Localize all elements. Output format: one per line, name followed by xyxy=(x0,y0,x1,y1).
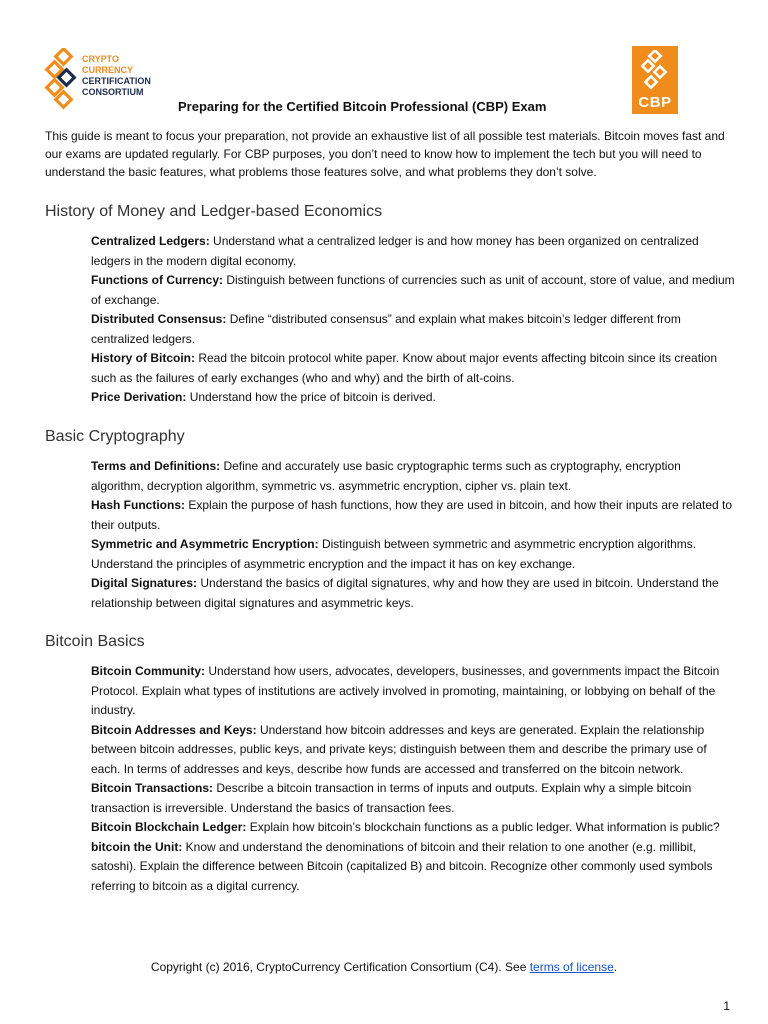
list-item xyxy=(91,271,736,310)
cbp-diamond-icon xyxy=(639,50,671,90)
list-item xyxy=(91,721,736,780)
list-item xyxy=(91,232,736,271)
section-cryptography xyxy=(45,427,735,613)
item-term: Terms and Definitions: xyxy=(91,459,221,473)
c4-diamond-icon xyxy=(44,48,80,112)
intro-paragraph: This guide is meant to focus your preparation, not provide an exhaustive list of all possible test materials. Bitcoin moves fast and our exams are updated regularly. For CBP purposes, you don’t need to know how to implement the tech but you will need to understand the basic features, what problems those features solve, and what problems they don’t solve. xyxy=(45,129,725,179)
list-item xyxy=(91,818,736,838)
item-term: Hash Functions: xyxy=(91,498,186,512)
item-text: Distinguish between symmetric and asymmetric encryption algorithms. Understand the principles of asymmetric encryption and the impact it has on key exchange. xyxy=(91,537,697,571)
copyright-period: . xyxy=(613,960,618,974)
page-number: 1 xyxy=(723,999,730,1013)
logo-line-2: CURRENCY xyxy=(82,65,134,75)
terms-of-license-link[interactable]: terms of license xyxy=(529,960,614,974)
item-term: Price Derivation: xyxy=(91,390,187,404)
cbp-badge xyxy=(632,46,678,114)
list-item xyxy=(91,662,736,721)
section-heading: Basic Cryptography xyxy=(45,428,185,445)
item-term: bitcoin the Unit: xyxy=(91,839,183,854)
logo-line-3: CERTIFICATION xyxy=(82,76,151,86)
list-item xyxy=(91,310,736,349)
list-item xyxy=(91,535,736,574)
copyright-footer xyxy=(0,960,768,974)
item-text: Define “distributed consensus” and explain what makes bitcoin’s ledger different from centralized ledgers. xyxy=(91,312,681,346)
item-term: Bitcoin Blockchain Ledger: xyxy=(91,820,247,834)
list-item xyxy=(91,574,736,613)
item-term: Symmetric and Asymmetric Encryption: xyxy=(91,537,319,551)
item-text: Read the bitcoin protocol white paper. Know about major events affecting bitcoin since its creation such as the failures of early exchanges (who and why) and the birth of alt-coins. xyxy=(91,351,718,385)
item-text: Understand how the price of bitcoin is derived. xyxy=(186,390,436,404)
list-item xyxy=(91,838,736,897)
item-term: Bitcoin Community: xyxy=(91,664,205,678)
logo-line-1: CRYPTO xyxy=(82,54,120,64)
list-item xyxy=(91,457,736,496)
copyright-text: Copyright (c) 2016, CryptoCurrency Certification Consortium (C4). See xyxy=(150,960,530,974)
item-term: Centralized Ledgers: xyxy=(91,234,210,248)
item-term: Distributed Consensus: xyxy=(91,312,227,326)
logo-line-4: CONSORTIUM xyxy=(82,87,144,97)
item-term: Functions of Currency: xyxy=(91,273,224,287)
cbp-badge-label: CBP xyxy=(638,94,672,111)
item-text: Understand the basics of digital signatures, why and how they are used in bitcoin. Understand the relationship between digital signatures and asymmetric keys. xyxy=(91,576,719,610)
item-text: Define and accurately use basic cryptographic terms such as cryptography, encryption algorithm, decryption algorithm, symmetric vs. asymmetric encryption, cipher vs. plain text. xyxy=(91,459,681,493)
list-item xyxy=(91,779,736,818)
list-item xyxy=(91,349,736,388)
document-title: Preparing for the Certified Bitcoin Professional (CBP) Exam xyxy=(178,99,547,114)
section-heading: History of Money and Ledger-based Economics xyxy=(45,203,383,220)
item-text: Understand how bitcoin addresses and keys are generated. Explain the relationship between bitcoin addresses, public keys, and private keys; distinguish between them and describe the primary use of each. In terms of addresses and keys, describe how funds are accessed and transferred on the bitcoin network. xyxy=(91,722,707,776)
item-text: Understand what a centralized ledger is and how money has been organized on centralized ledgers in the modern digital economy. xyxy=(91,234,699,268)
list-item xyxy=(91,388,736,408)
item-text: Distinguish between functions of currencies such as unit of account, store of value, and medium of exchange. xyxy=(91,273,735,307)
item-term: History of Bitcoin: xyxy=(91,351,195,365)
list-item xyxy=(91,496,736,535)
logo-wordmark xyxy=(82,54,151,98)
item-term: Digital Signatures: xyxy=(91,576,198,590)
item-term: Bitcoin Addresses and Keys: xyxy=(91,722,257,737)
item-text: Know and understand the denominations of bitcoin and their relation to one another (e.g. millibit, satoshi). Explain the difference between Bitcoin (capitalized B) and bitcoin. Recognize other commonly used symbols referring to bitcoin as a digital currency. xyxy=(91,839,713,893)
item-text: Explain how bitcoin’s blockchain functions as a public ledger. What information is public? xyxy=(246,820,720,834)
item-text: Understand how users, advocates, developers, businesses, and governments impact the Bitcoin Protocol. Explain what types of institutions are actively involved in promoting, maintaining, or lobbying on behalf of the industry. xyxy=(91,664,720,717)
item-text: Explain the purpose of hash functions, how they are used in bitcoin, and how their inputs are related to their outputs. xyxy=(91,498,733,532)
item-term: Bitcoin Transactions: xyxy=(91,781,214,795)
c4-logo xyxy=(44,48,164,112)
section-bitcoin-basics xyxy=(45,632,735,896)
section-history xyxy=(45,202,735,408)
item-text: Describe a bitcoin transaction in terms of inputs and outputs. Explain why a simple bitcoin transaction is irreversible. Understand the basics of transaction fees. xyxy=(91,781,692,815)
section-heading: Bitcoin Basics xyxy=(45,633,145,650)
